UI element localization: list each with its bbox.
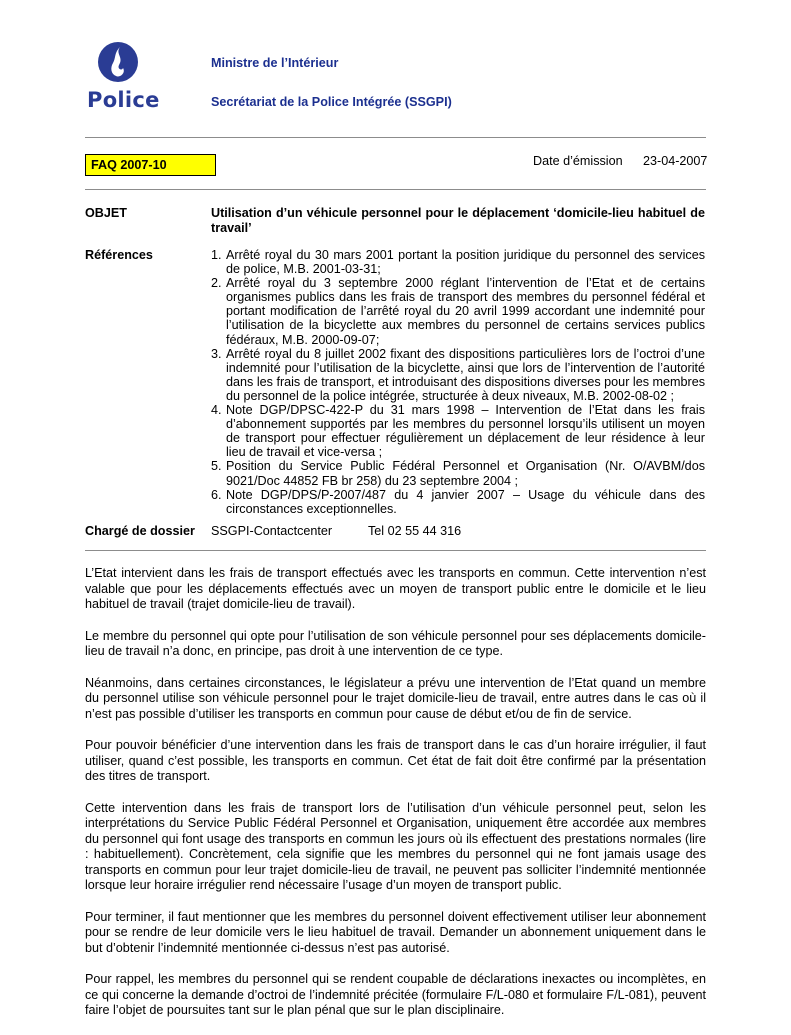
faq-divider <box>85 189 706 190</box>
body-paragraph: Le membre du personnel qui opte pour l’utilisation de son véhicule personnel pour ses déplacements domicile-lieu de travail n’a donc, en principe, pas droit à une intervention de ce type. <box>85 628 706 658</box>
list-item-number: 1. <box>211 248 222 262</box>
body-text <box>85 566 706 1035</box>
list-item-number: 6. <box>211 487 222 502</box>
date-label: Date d’émission <box>533 154 623 168</box>
list-item-text: Arrêté royal du 8 juillet 2002 fixant des dispositions particulières lors de l’octroi d’une indemnité pour l’utilisation de la bicyclette, ainsi que lors de l’intervention de l’autorité dans les frais de transport, et introduisant des dispositions diverses pour les membres du personnel de la police intégrée, structurée à deux niveaux, M.B. 2002-08-02 ; <box>226 346 705 403</box>
ministry-title: Ministre de l’Intérieur <box>211 56 339 70</box>
dossier-label: Chargé de dossier <box>85 524 195 538</box>
body-paragraph: L’Etat intervient dans les frais de transport effectués avec les transports en commun. Cette intervention n’est valable que pour les déplacements effectués avec un moyen de transport public entre le domicile et le lieu habituel de travail (trajet domicile-lieu de travail). <box>85 566 706 611</box>
list-item-text: Arrêté royal du 30 mars 2001 portant la position juridique du personnel des services de police, M.B. 2001-03-31; <box>226 248 705 277</box>
objet-text: Utilisation d’un véhicule personnel pour le déplacement ‘domicile-lieu habituel de travail’ <box>211 206 705 235</box>
flame-emblem-icon <box>96 40 140 84</box>
list-item <box>211 347 705 403</box>
list-item-text: Arrêté royal du 3 septembre 2000 réglant l’intervention de l’Etat et de certains organismes publics dans les frais de transport des membres du personnel fédéral et portant modification de l’arrêté royal du 20 avril 1999 accordant une indemnité pour l’utilisation de la bicyclette aux membres du personnel de certains services publics fédéraux, M.B. 2000-09-07; <box>226 276 705 347</box>
dossier-divider <box>85 550 706 551</box>
list-item-number: 4. <box>211 403 222 418</box>
header-divider <box>85 137 706 138</box>
list-item <box>211 248 705 276</box>
dossier-tel: Tel 02 55 44 316 <box>368 524 462 538</box>
dossier-contact: SSGPI-Contactcenter <box>211 524 333 538</box>
list-item <box>211 276 705 346</box>
references-list <box>211 248 705 516</box>
secretariat-title: Secrétariat de la Police Intégrée (SSGPI) <box>211 95 452 109</box>
list-item-number: 2. <box>211 276 222 291</box>
list-item <box>211 459 705 487</box>
list-item-number: 5. <box>211 459 222 474</box>
police-logo <box>82 40 162 115</box>
body-paragraph: Pour rappel, les membres du personnel qui se rendent coupable de déclarations inexactes ou incomplètes, en ce qui concerne la demande d’octroi de l’indemnité précitée (formulaire F/L-080 et formulaire F/L-081), peuvent faire l’objet de poursuites tant sur le plan pénal que sur le plan disciplinaire. <box>85 972 706 1017</box>
list-item <box>211 488 705 516</box>
list-item-text: Note DGP/DPSC-422-P du 31 mars 1998 – Intervention de l’Etat dans les frais d’abonnement supportés par les membres du personnel lorsqu’ils utilisent un moyen de transport pour effectuer régulièrement un déplacement de leur résidence à leur lieu de travail et vice-versa ; <box>226 403 705 460</box>
references-label: Références <box>85 248 153 262</box>
list-item-text: Position du Service Public Fédéral Personnel et Organisation (Nr. O/AVBM/dos 9021/Doc 44852 FB br 258) du 23 septembre 2004 ; <box>226 459 705 488</box>
body-paragraph: Cette intervention dans les frais de transport lors de l’utilisation d’un véhicule personnel peut, selon les interprétations du Service Public Fédéral Personnel et Organisation, uniquement être accordée aux membres du personnel qui font usage des transports en commun les jours où ils effectuent des prestations normales (lire : habituellement). Concrètement, cela signifie que les membres du personnel qui ne font jamais usage des transports en commun pour leur trajet domicile-lieu de travail, ne peuvent pas solliciter l’indemnité mentionnée lorsque leur horaire irrégulier rend nécessaire l’usage d’un moyen de transport public. <box>85 800 706 892</box>
list-item-text: Note DGP/DPS/P-2007/487 du 4 janvier 2007 – Usage du véhicule dans des circonstances exceptionnelles. <box>226 487 705 516</box>
logo-text: Police <box>87 88 160 112</box>
body-paragraph: Néanmoins, dans certaines circonstances, le législateur a prévu une intervention de l’Etat quand un membre du personnel utilise son véhicule personnel pour le trajet domicile-lieu de travail, entre autres dans le cas où il n’est pas possible d’utiliser les transports en commun pour cause de début et/ou de fin de service. <box>85 675 706 721</box>
faq-code-box: FAQ 2007-10 <box>85 154 216 176</box>
list-item-number: 3. <box>211 346 222 361</box>
objet-label: OBJET <box>85 206 127 220</box>
body-paragraph: Pour terminer, il faut mentionner que les membres du personnel doivent effectivement utiliser leur abonnement pour se rendre de leur domicile vers le lieu habituel de travail. Demander un abonnement uniquement dans le but d’obtenir l’indemnité mentionnée ci-dessus n’est pas autorisé. <box>85 909 706 955</box>
date-value: 23-04-2007 <box>643 154 708 168</box>
body-paragraph: Pour pouvoir bénéficier d’une intervention dans les frais de transport dans le cas d’un horaire irrégulier, il faut utiliser, quand c’est possible, les transports en commun. Cet état de fait doit être confirmé par la présentation des titres de transport. <box>85 738 706 783</box>
list-item <box>211 403 705 459</box>
